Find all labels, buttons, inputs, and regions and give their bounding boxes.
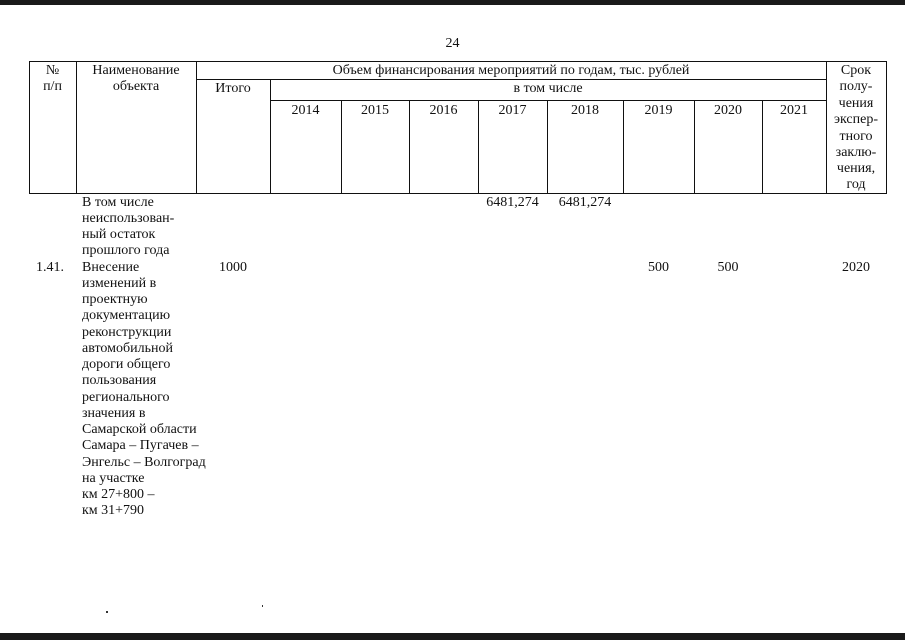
row2-name-line15: км 27+800 – xyxy=(82,487,155,502)
header-term-line2: полу- xyxy=(839,79,873,94)
row2-name-line3: проектную xyxy=(82,292,148,307)
header-year-2014: 2014 xyxy=(291,103,320,118)
header-including: в том числе xyxy=(513,81,583,96)
header-term-line4: экспер- xyxy=(833,112,879,127)
header-num-line1: № xyxy=(45,63,60,78)
page-number: 24 xyxy=(445,36,460,51)
header-year-2018: 2018 xyxy=(571,103,599,118)
row2-value-2020: 500 xyxy=(717,260,739,275)
row1-value-2017: 6481,274 xyxy=(486,195,539,210)
header-bottom-line xyxy=(29,193,886,194)
row1-name-line2: неиспользован- xyxy=(82,211,175,226)
row2-name-line11: Самарской области xyxy=(82,422,197,437)
row2-value-2019: 500 xyxy=(648,260,669,275)
header-term-line8: год xyxy=(846,177,866,192)
row2-name-line4: документацию xyxy=(82,308,171,323)
header-financing-title: Объем финансирования мероприятий по годам, тыс. рублей xyxy=(332,63,690,78)
row2-name-line7: дороги общего xyxy=(82,357,171,372)
row2-name-line1: Внесение xyxy=(82,260,140,275)
header-name-line2: объекта xyxy=(112,79,160,94)
bottom-border xyxy=(0,633,905,640)
header-year-2019: 2019 xyxy=(644,103,673,118)
row2-name-line8: пользования xyxy=(82,373,157,388)
scan-speck xyxy=(106,611,108,613)
header-year-2021: 2021 xyxy=(780,103,808,118)
header-term-line5: тного xyxy=(839,129,873,144)
row2-term: 2020 xyxy=(842,260,870,275)
row2-name-line16: км 31+790 xyxy=(82,503,145,518)
row2-name-line14: на участке xyxy=(82,471,145,486)
row2-num: 1.41. xyxy=(36,260,64,275)
row2-name-line6: автомобильной xyxy=(82,341,173,356)
financing-subline xyxy=(196,79,826,80)
row1-name-line4: прошлого года xyxy=(82,243,170,258)
header-year-2015: 2015 xyxy=(361,103,389,118)
row2-name-line10: значения в xyxy=(82,406,146,421)
header-term-line7: чения, xyxy=(836,161,876,176)
row1-name-line1: В том числе xyxy=(82,195,154,210)
years-subline xyxy=(270,100,826,101)
row2-name-line9: регионального xyxy=(82,390,170,405)
header-num-line2: п/п xyxy=(43,79,62,94)
table-top-line xyxy=(29,61,886,62)
header-name-line1: Наименование xyxy=(92,63,180,78)
top-border xyxy=(0,0,905,5)
row2-total: 1000 xyxy=(219,260,247,275)
col-line-12 xyxy=(886,61,887,194)
row1-value-2018: 6481,274 xyxy=(558,195,612,210)
header-year-2017: 2017 xyxy=(498,103,527,118)
scan-speck xyxy=(262,605,263,607)
row1-name-line3: ный остаток xyxy=(82,227,156,242)
header-year-2016: 2016 xyxy=(429,103,458,118)
header-term-line1: Срок xyxy=(840,63,872,78)
header-year-2020: 2020 xyxy=(714,103,742,118)
header-term-line3: чения xyxy=(838,96,874,111)
row2-name-line12: Самара – Пугачев – xyxy=(82,438,199,453)
row2-name-line13: Энгельс – Волгоград xyxy=(82,455,206,470)
row2-name-line5: реконструкции xyxy=(82,325,172,340)
header-total: Итого xyxy=(215,81,251,96)
header-term-line6: заклю- xyxy=(835,145,877,160)
row2-name-line2: изменений в xyxy=(82,276,157,291)
